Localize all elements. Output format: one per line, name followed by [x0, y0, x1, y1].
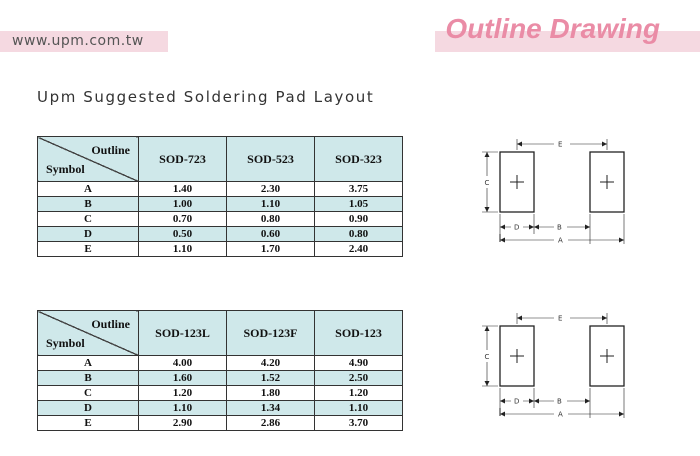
value-cell: 3.75: [315, 182, 403, 197]
table-row: [38, 182, 403, 197]
pad-layout-table-sod-small: [37, 136, 403, 257]
value-cell: 1.20: [315, 386, 403, 401]
value-cell: 4.20: [227, 356, 315, 371]
value-cell: 1.05: [315, 197, 403, 212]
value-cell: 0.80: [227, 212, 315, 227]
value-cell: 0.80: [315, 227, 403, 242]
outline-symbol-header: [38, 137, 139, 182]
value-cell: 1.10: [315, 401, 403, 416]
symbol-label: Symbol: [46, 336, 85, 350]
symbol-cell: D: [38, 227, 139, 242]
table-header-row: [38, 137, 403, 182]
symbol-cell: C: [38, 386, 139, 401]
value-cell: 0.70: [139, 212, 227, 227]
dimension-e-label: E: [558, 314, 563, 323]
value-cell: 1.52: [227, 371, 315, 386]
value-cell: 3.70: [315, 416, 403, 431]
value-cell: 1.60: [139, 371, 227, 386]
symbol-cell: B: [38, 371, 139, 386]
symbol-cell: B: [38, 197, 139, 212]
header-band-gap: [168, 31, 435, 52]
website-url[interactable]: www.upm.com.tw: [12, 33, 144, 49]
left-pad-center-mark: [510, 175, 524, 189]
value-cell: 1.34: [227, 401, 315, 416]
column-header: SOD-123F: [227, 311, 315, 356]
value-cell: 1.10: [227, 197, 315, 212]
dimension-d-label: D: [514, 223, 520, 232]
outline-label: Outline: [91, 143, 130, 157]
value-cell: 0.90: [315, 212, 403, 227]
value-cell: 2.90: [139, 416, 227, 431]
value-cell: 2.40: [315, 242, 403, 257]
pad-layout-diagram: [468, 134, 638, 244]
dimension-c-label: C: [484, 179, 490, 187]
table-row: [38, 371, 403, 386]
pad-layout-table-sod-123: [37, 310, 403, 431]
left-pad-center-mark: [510, 349, 524, 363]
symbol-cell: E: [38, 242, 139, 257]
table-row: [38, 401, 403, 416]
table-header-row: [38, 311, 403, 356]
value-cell: 1.70: [227, 242, 315, 257]
symbol-cell: C: [38, 212, 139, 227]
value-cell: 0.60: [227, 227, 315, 242]
pad-layout-diagram: [468, 308, 638, 418]
column-header: SOD-723: [139, 137, 227, 182]
symbol-label: Symbol: [46, 162, 85, 176]
value-cell: 1.00: [139, 197, 227, 212]
dimension-a-label: A: [558, 410, 563, 418]
page-subtitle: Upm Suggested Soldering Pad Layout: [37, 88, 375, 106]
symbol-cell: A: [38, 182, 139, 197]
outline-symbol-header: [38, 311, 139, 356]
value-cell: 0.50: [139, 227, 227, 242]
value-cell: 2.30: [227, 182, 315, 197]
value-cell: 1.10: [139, 242, 227, 257]
value-cell: 4.00: [139, 356, 227, 371]
dimension-b-label: B: [557, 397, 562, 406]
column-header: SOD-523: [227, 137, 315, 182]
value-cell: 1.20: [139, 386, 227, 401]
dimension-c-label: C: [484, 353, 490, 361]
symbol-cell: A: [38, 356, 139, 371]
table-row: [38, 356, 403, 371]
value-cell: 1.40: [139, 182, 227, 197]
value-cell: 1.10: [139, 401, 227, 416]
value-cell: 4.90: [315, 356, 403, 371]
value-cell: 2.86: [227, 416, 315, 431]
table-row: [38, 212, 403, 227]
dimension-a-label: A: [558, 236, 563, 244]
symbol-cell: D: [38, 401, 139, 416]
value-cell: 2.50: [315, 371, 403, 386]
dimension-b-label: B: [557, 223, 562, 232]
right-pad-center-mark: [600, 349, 614, 363]
outline-label: Outline: [91, 317, 130, 331]
right-pad-center-mark: [600, 175, 614, 189]
dimension-e-label: E: [558, 140, 563, 149]
value-cell: 1.80: [227, 386, 315, 401]
table-row: [38, 386, 403, 401]
section-title: Outline Drawing: [445, 13, 660, 44]
column-header: SOD-123: [315, 311, 403, 356]
table-row: [38, 242, 403, 257]
column-header: SOD-123L: [139, 311, 227, 356]
symbol-cell: E: [38, 416, 139, 431]
table-row: [38, 197, 403, 212]
dimension-d-label: D: [514, 397, 520, 406]
table-row: [38, 416, 403, 431]
table-row: [38, 227, 403, 242]
column-header: SOD-323: [315, 137, 403, 182]
